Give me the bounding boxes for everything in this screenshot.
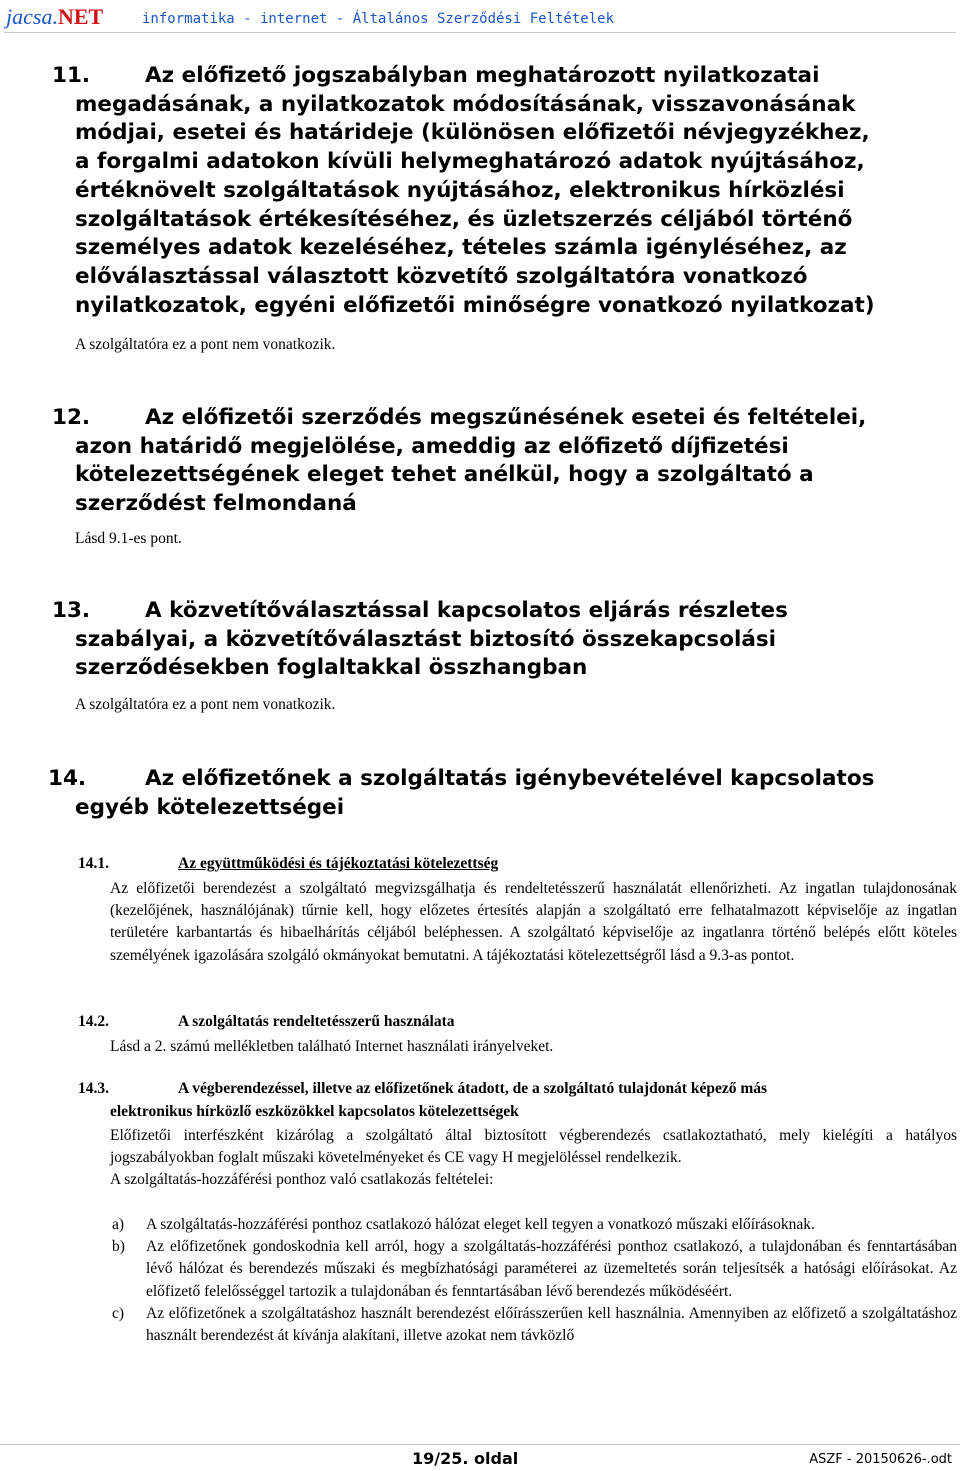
subsection-number: 14.2. [78, 1013, 109, 1030]
page-number: 19/25. oldal [412, 1449, 519, 1468]
heading-line: azon határidő megjelölése, ameddig az előfizető díjfizetési [75, 433, 789, 459]
list-marker: b) [112, 1238, 125, 1256]
subsection-14-3-heading-cont: elektronikus hírközlő eszközökkel kapcsolatos kötelezettségek [110, 1103, 519, 1120]
subsection-14-1-text [110, 878, 957, 967]
section-number: 12. [52, 405, 91, 430]
list-item [110, 1236, 957, 1303]
logo-text-jacsa: jacsa. [6, 4, 58, 29]
subsection-number: 14.3. [78, 1080, 109, 1097]
footer-filename: ASZF - 20150626-.odt [809, 1452, 952, 1467]
subsection-14-1-heading [78, 855, 498, 873]
section-14-heading [48, 765, 955, 822]
section-number: 14. [48, 766, 87, 791]
section-11-heading [52, 62, 955, 320]
heading-line: szolgáltatások értékesítéséhez, és üzletszerzés céljából történő [75, 206, 853, 232]
header-title: informatika - internet - Általános Szerződési Feltételek [142, 11, 615, 27]
heading-line: személyes adatok kezeléséhez, tételes számla igényléséhez, az [75, 235, 847, 261]
section-number: 13. [52, 598, 91, 623]
heading-line: nyilatkozatok, egyéni előfizetői minőségre vonatkozó nyilatkozat) [75, 292, 875, 318]
list-item-text: Az előfizetőnek a szolgáltatáshoz használt berendezést előírásszerűen kell használnia. Amennyiben az előfizető a szolgáltatáshoz használt berendezést át kívánja alakítani, illetve azokat nem távközlő [146, 1304, 957, 1345]
logo-text-net: NET [57, 4, 104, 29]
subsection-title: Az együttműködési és tájékoztatási kötelezettség [178, 855, 499, 872]
list-item-text: A szolgáltatás-hozzáférési ponthoz csatlakozó hálózat eleget kell tegyen a vonatkozó műszaki előírásoknak. [146, 1216, 815, 1233]
subsection-14-3-heading [78, 1080, 767, 1098]
paragraph: Az előfizetői berendezést a szolgáltató megvizsgálhatja és rendeltetésszerű használatát ellenőrizheti. Az ingatlan tulajdonosának (kezelőjének, használójának) tűrnie kell, hogy előzetes értesítés alapján a szolgáltató erre felhatalmazott képviselője az ingatlan területére karbantartás és hibaelhárítás céljából beléphessen. A szolgáltató képviselője az ingatlanra történő belépés előtt köteles személyének igazolására szolgáló okmányokat bemutatni. A tájékoztatási kötelezettségről lásd a 9.3-as pontot. [110, 880, 957, 964]
list-item [110, 1303, 957, 1347]
section-12-note: Lásd 9.1-es pont. [75, 530, 182, 547]
heading-line: szabályai, a közvetítőválasztást biztosító összekapcsolási [75, 626, 777, 652]
section-13-note: A szolgáltatóra ez a pont nem vonatkozik. [75, 696, 336, 713]
heading-line: szerződést felmondaná [75, 491, 357, 517]
heading-line: előválasztással választott közvetítő szolgáltatóra vonatkozó [75, 263, 808, 289]
conditions-list [110, 1214, 957, 1347]
heading-line: Az előfizetői szerződés megszűnésének esetei és feltételei, [145, 405, 867, 430]
subsection-number: 14.1. [78, 855, 109, 872]
subsection-14-2-text [110, 1036, 957, 1058]
paragraph: A szolgáltatás-hozzáférési ponthoz való csatlakozás feltételei: [110, 1171, 494, 1189]
heading-line: értéknövelt szolgáltatások nyújtásához, elektronikus hírközlési [75, 177, 845, 203]
section-number: 11. [52, 63, 91, 88]
list-item [110, 1214, 957, 1236]
subsection-title: A szolgáltatás rendeltetésszerű használata [178, 1013, 455, 1030]
heading-line: a forgalmi adatokon kívüli helymeghatározó adatok nyújtásához, [75, 149, 865, 175]
heading-line: Az előfizető jogszabályban meghatározott nyilatkozatai [145, 63, 820, 88]
subsection-14-2-heading [78, 1013, 455, 1031]
heading-line: kötelezettségének eleget tehet anélkül, hogy a szolgáltató a [75, 462, 814, 488]
page-header [4, 4, 956, 33]
subsection-14-3-text [110, 1125, 957, 1192]
section-11-note: A szolgáltatóra ez a pont nem vonatkozik. [75, 336, 336, 353]
heading-line: szerződésekben foglaltakkal összhangban [75, 655, 588, 681]
list-marker: c) [112, 1304, 125, 1322]
site-logo [6, 4, 103, 30]
paragraph: Előfizetői interfészként kizárólag a szolgáltató által biztosított végberendezés csatlakoztatható, mely kielégíti a hatályos jogszabályokban foglalt műszaki követelményeket és CE vagy H megjelöléssel rendelkezik. [110, 1127, 957, 1167]
subsection-title: A végberendezéssel, illetve az előfizetőnek átadott, de a szolgáltató tulajdonát képező más [178, 1080, 768, 1097]
heading-line: egyéb kötelezettségei [75, 794, 345, 820]
footer-divider [0, 1444, 960, 1445]
heading-line: Az előfizetőnek a szolgáltatás igénybevételével kapcsolatos [145, 766, 875, 791]
list-item-text: Az előfizetőnek gondoskodnia kell arról, hogy a szolgáltatás-hozzáférési ponthoz csatlakozó, a tulajdonában és fenntartásában lévő hálózat és berendezés műszaki és megbízhatósági paraméterei az üzemeltetés során teljesítsék a hatósági előírásokat. Az előfizető felelősséggel tartozik a tulajdonában és fenntartásában lévő berendezés működéséért. [146, 1238, 957, 1300]
paragraph: Lásd a 2. számú mellékletben található Internet használati irányelveket. [110, 1038, 554, 1055]
heading-line: módjai, esetei és határideje (különösen előfizetői névjegyzékhez, [75, 120, 870, 146]
heading-line: A közvetítőválasztással kapcsolatos eljárás részletes [145, 598, 788, 623]
section-13-heading [52, 597, 955, 683]
section-12-heading [52, 404, 955, 519]
heading-line: megadásának, a nyilatkozatok módosításának, visszavonásának [75, 91, 856, 117]
list-marker: a) [112, 1216, 125, 1233]
